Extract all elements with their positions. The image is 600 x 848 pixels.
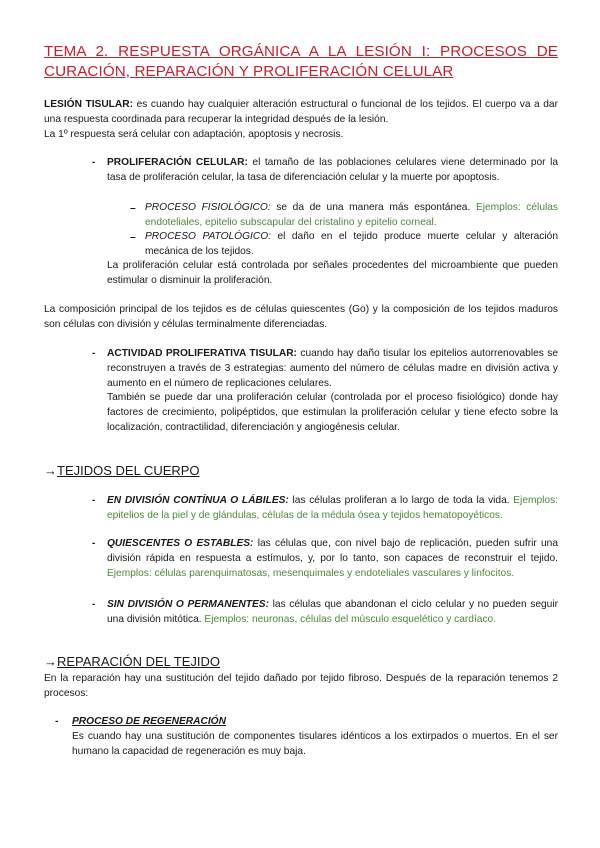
proceso-patologico-term: PROCESO PATOLÓGICO: xyxy=(145,231,271,242)
bullet-dash: - xyxy=(92,495,96,506)
proceso-patologico xyxy=(145,229,558,259)
reparacion-paragraph: En la reparación hay una sustitución del tejido dañado por tejido fibroso. Después de la reparación tenemos 2 procesos: xyxy=(44,673,558,699)
list-item-term: SIN DIVISIÓN O PERMANENTES: xyxy=(107,599,269,610)
arrow-icon: → xyxy=(44,654,57,669)
bullet-dash: - xyxy=(92,599,96,610)
actividad-term: ACTIVIDAD PROLIFERATIVA TISULAR: xyxy=(107,348,297,359)
bullet-dash: - xyxy=(55,716,59,727)
actividad-paragraph xyxy=(107,346,558,391)
lesion-line2: La 1º respuesta será celular con adaptación, apoptosis y necrosis. xyxy=(44,129,344,140)
lesion-text: es cuando hay cualquier alteración estructural o funcional de los tejidos. El cuerpo va a dar una respuesta coordinada para recuperar la integridad después de la lesión. xyxy=(44,99,558,125)
proliferacion-paragraph xyxy=(107,155,558,185)
bullet-dash: - xyxy=(92,157,96,168)
tejidos-heading xyxy=(44,462,200,480)
lesion-term: LESIÓN TISULAR: xyxy=(44,99,134,110)
list-item xyxy=(107,536,558,581)
list-item xyxy=(107,493,558,523)
bullet-dash: - xyxy=(92,538,96,549)
list-item-example: Ejemplos: epitelios de la piel y de glándulas, células de la médula ósea y tejidos hematopoyéticos. xyxy=(107,495,558,521)
list-item-example: Ejemplos: neuronas, células del músculo esquelético y cardíaco. xyxy=(204,614,497,625)
proceso-fisiologico xyxy=(145,200,558,230)
lesion-tisular-paragraph xyxy=(44,97,558,127)
proceso-fisiologico-text: se da de una manera más espontánea. xyxy=(270,202,476,213)
composicion-paragraph: La composición principal de los tejidos es de células quiescentes (Go) y la composición de los tejidos maduros son células con división y células terminalmente diferenciadas. xyxy=(44,304,558,330)
page-title: TEMA 2. RESPUESTA ORGÁNICA A LA LESIÓN I: PROCESOS DE CURACIÓN, REPARACIÓN Y PROLIFERACIÓN CELULAR xyxy=(44,43,558,80)
list-item-term: EN DIVISIÓN CONTÍNUA O LÁBILES: xyxy=(107,495,289,506)
proliferacion-closing: La proliferación celular está controlada por señales procedentes del microambiente que pueden estimular o disminuir la proliferación. xyxy=(107,260,558,286)
list-item xyxy=(107,597,558,627)
reparacion-heading xyxy=(44,653,220,671)
regeneracion-heading-text: PROCESO DE REGENERACIÓN xyxy=(72,716,226,727)
bullet-dash: - xyxy=(92,348,96,359)
regeneracion-heading xyxy=(72,714,558,729)
list-item-text: las células que, con nivel bajo de replicación, pueden sufrir una división rápida en respuesta a estímulos, y, por lo tanto, son capaces de reconstruir el tejido. xyxy=(107,538,558,564)
list-item-example: Ejemplos: células parenquimatosas, mesenquimales y endoteliales vasculares y linfocitos. xyxy=(107,568,515,579)
reparacion-heading-text: REPARACIÓN DEL TEJIDO xyxy=(57,654,221,669)
list-item-text: las células que abandonan el ciclo celular y no pueden seguir una división mitótica. xyxy=(107,599,558,625)
proliferacion-text: el tamaño de las poblaciones celulares viene determinado por la tasa de proliferación celular, la tasa de diferenciación celular y la muerte por apoptosis. xyxy=(107,157,558,183)
proceso-fisiologico-example: Ejemplos: células endoteliales, epitelio subscapular del cristalino y epitelio corneal. xyxy=(145,202,559,228)
proliferacion-term: PROLIFERACIÓN CELULAR: xyxy=(107,157,248,168)
sub-bullet-dash: – xyxy=(130,203,136,214)
arrow-icon: → xyxy=(44,463,57,478)
list-item-term: QUIESCENTES O ESTABLES: xyxy=(107,538,254,549)
actividad-text: cuando hay daño tisular los epitelios autorrenovables se reconstruyen a través de 3 estrategias: aumento del número de células madre en división activa y aumento en el número de replicaciones celulares. xyxy=(107,348,558,389)
proceso-patologico-text: el daño en el tejido produce muerte celular y alteración mecánica de los tejidos. xyxy=(145,231,558,257)
list-item-text: las células proliferan a lo largo de toda la vida. xyxy=(288,495,514,506)
actividad-paragraph-2: También se puede dar una proliferación celular (controlada por el proceso fisiológico) donde hay factores de crecimiento, polipéptidos, que estimulan la proliferación celular y tiene efecto sobre la localización, contractilidad, diferenciación y angiogénesis celular. xyxy=(107,392,558,433)
sub-bullet-dash: – xyxy=(130,232,136,243)
regeneracion-paragraph: Es cuando hay una sustitución de componentes tisulares idénticos a los extirpados o muertos. En el ser humano la capacidad de regeneración es muy baja. xyxy=(72,731,558,757)
tejidos-heading-text: TEJIDOS DEL CUERPO xyxy=(57,463,200,478)
proceso-fisiologico-term: PROCESO FISIOLÓGICO: xyxy=(145,202,271,213)
